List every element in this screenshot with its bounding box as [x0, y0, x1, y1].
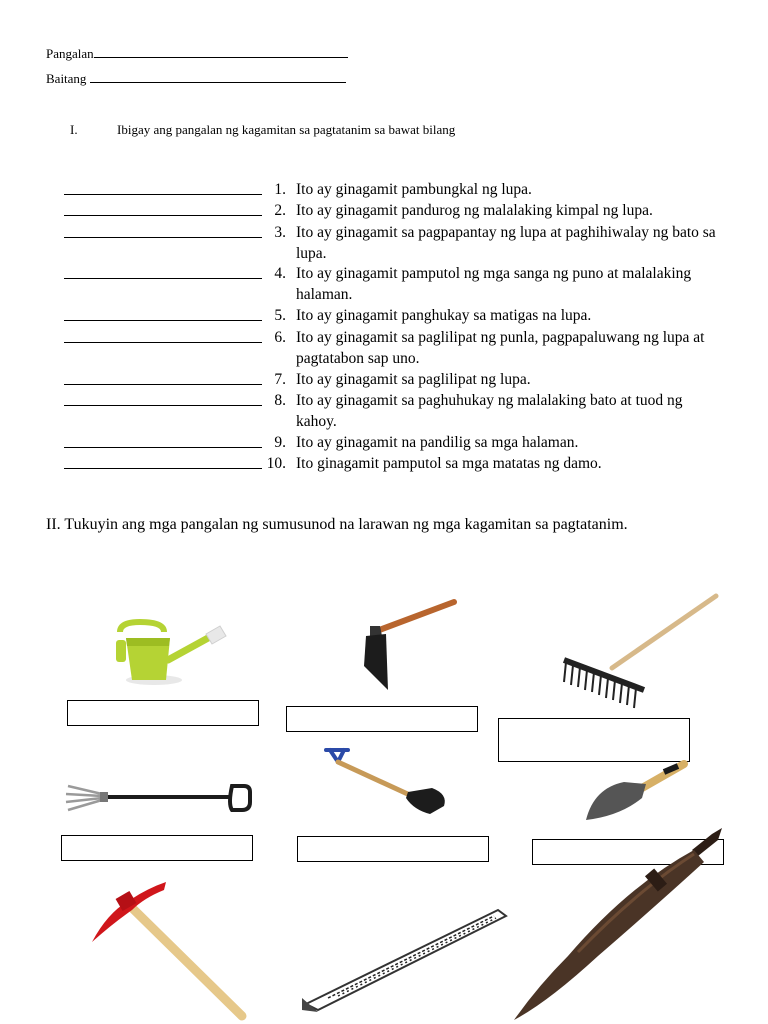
- answer-blank[interactable]: [64, 278, 262, 279]
- item-number: 4.: [274, 265, 286, 282]
- item-text: Ito ay ginagamit sa paghuhukay ng malalaking bato at tuod ng kahoy.: [296, 392, 683, 430]
- answer-blank[interactable]: [64, 215, 262, 216]
- answer-box-1[interactable]: [67, 700, 259, 726]
- item-number: 9.: [274, 434, 286, 451]
- item-text: Ito ay ginagamit sa paglilipat ng punla, pagpapaluwang ng lupa at pagtatabon sap uno.: [296, 329, 705, 367]
- item-number: 5.: [274, 307, 286, 324]
- item-number: 10.: [266, 455, 286, 472]
- answer-box-3[interactable]: [498, 718, 690, 762]
- section2-title: II. Tukuyin ang mga pangalan ng sumusunod na larawan ng mga kagamitan sa pagtatanim.: [46, 516, 628, 533]
- item-text: Ito ay ginagamit pandurog ng malalaking kimpal ng lupa.: [296, 202, 653, 219]
- item-number: 7.: [274, 371, 286, 388]
- item-text: Ito ay ginagamit panghukay sa matigas na lupa.: [296, 307, 592, 324]
- section1-roman: I.: [70, 122, 78, 137]
- grade-field: [46, 69, 346, 87]
- answer-box-2[interactable]: [286, 706, 478, 732]
- answer-blank[interactable]: [64, 384, 262, 385]
- answer-blank[interactable]: [64, 320, 262, 321]
- trowel-icon: [584, 758, 690, 824]
- answer-blank[interactable]: [64, 237, 262, 238]
- item-text: Ito ay ginagamit pambungkal ng lupa.: [296, 181, 532, 198]
- name-field: [46, 44, 348, 62]
- shovel-icon: [320, 744, 452, 816]
- pickaxe-icon: [90, 878, 252, 1018]
- garden-fork-icon: [64, 780, 252, 816]
- answer-blank[interactable]: [64, 194, 262, 195]
- item-number: 1.: [274, 181, 286, 198]
- answer-box-5[interactable]: [297, 836, 489, 862]
- section1-title: Ibigay ang pangalan ng kagamitan sa pagtatanim sa bawat bilang: [117, 122, 456, 137]
- answer-blank[interactable]: [64, 447, 262, 448]
- answer-blank[interactable]: [64, 468, 262, 469]
- crowbar-icon: [298, 904, 510, 1014]
- answer-blank[interactable]: [64, 342, 262, 343]
- name-line[interactable]: [94, 44, 348, 58]
- grade-line[interactable]: [90, 69, 346, 83]
- bolo-icon: [508, 826, 726, 1022]
- answer-box-4[interactable]: [61, 835, 253, 861]
- item-number: 2.: [274, 202, 286, 219]
- item-text: Ito ginagamit pamputol sa mga matatas ng damo.: [296, 455, 602, 472]
- watering-can-icon: [112, 616, 232, 688]
- grade-label: Baitang: [46, 71, 87, 86]
- item-number: 6.: [274, 329, 286, 346]
- answer-blank[interactable]: [64, 405, 262, 406]
- item-text: Ito ay ginagamit sa paglilipat ng lupa.: [296, 371, 531, 388]
- rake-icon: [560, 590, 722, 710]
- item-text: Ito ay ginagamit pamputol ng mga sanga ng puno at malalaking halaman.: [296, 265, 692, 303]
- name-label: Pangalan: [46, 46, 94, 61]
- item-number: 8.: [274, 392, 286, 409]
- hoe-icon: [360, 596, 460, 692]
- item-text: Ito ay ginagamit sa pagpapantay ng lupa at paghihiwalay ng bato sa lupa.: [296, 224, 716, 262]
- item-number: 3.: [274, 224, 286, 241]
- item-text: Ito ay ginagamit na pandilig sa mga halaman.: [296, 434, 579, 451]
